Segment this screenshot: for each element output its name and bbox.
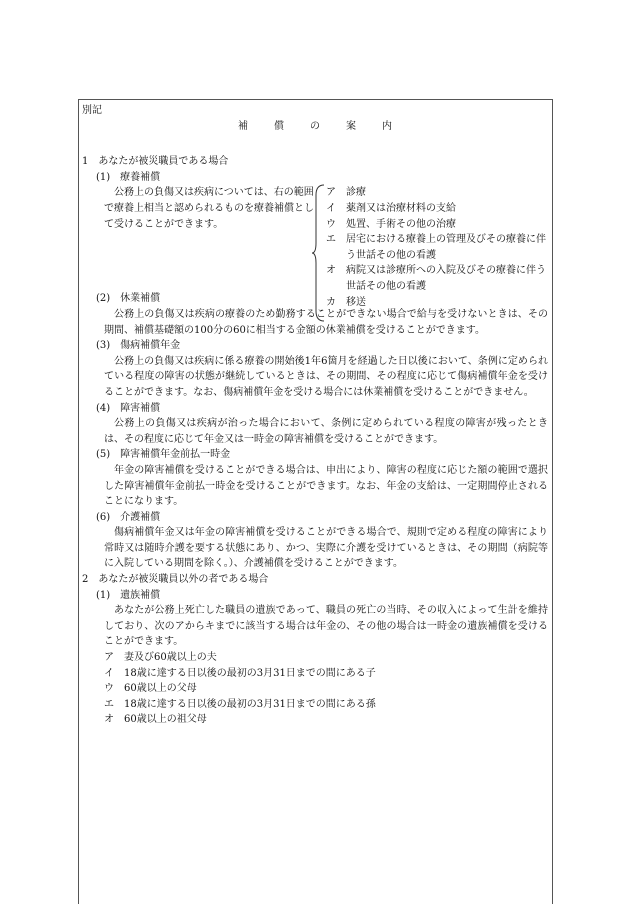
title-char: の xyxy=(310,120,320,132)
list-item: イ 薬剤又は治療材料の支給 xyxy=(326,202,456,214)
leave-heading: (2) 休業補償 xyxy=(96,293,161,305)
care-heading: (6) 介護補償 xyxy=(96,511,161,523)
appendix-label: 別記 xyxy=(82,105,102,116)
list-item: エ 18歳に達する日以後の最初の3月31日までの間にある孫 xyxy=(104,698,376,710)
brace-icon xyxy=(312,183,326,323)
list-item: エ 居宅における療養上の管理及びその療養に伴う世話その他の看護 xyxy=(326,234,546,261)
leave-text: 公務上の負傷又は疾病の療養のため勤務することができない場合で給与を受けないときは、その期間、補償基礎額の100分の60に相当する金額の休業補償を受けることができます。 xyxy=(104,308,548,336)
document-body xyxy=(82,103,548,728)
section-1-heading: 1 あなたが被災職員である場合 xyxy=(82,156,229,168)
list-item: オ 60歳以上の祖父母 xyxy=(104,714,207,726)
list-item: ウ 60歳以上の父母 xyxy=(104,683,197,695)
page-title xyxy=(82,119,548,135)
medical-text: 公務上の負傷又は疾病については、右の範囲で療養上相当と認められるものを療養補償として受けることができます。 xyxy=(104,187,314,230)
disability-heading: (4) 障害補償 xyxy=(96,402,161,414)
list-item: ア 診療 xyxy=(326,187,366,199)
section-2-heading: 2 あなたが被災職員以外の者である場合 xyxy=(82,574,269,586)
title-char: 補 xyxy=(238,120,248,132)
title-char: 案 xyxy=(346,120,356,132)
advance-text: 年金の障害補償を受けることができる場合は、申出により、障害の程度に応じた額の範囲で選択した障害補償年金前払一時金を受けることができます。なお、年金の支給は、一定期間停止されることになります。 xyxy=(104,464,548,508)
list-item: ウ 処置、手術その他の治療 xyxy=(326,218,456,230)
pension-text: 公務上の負傷又は疾病に係る療養の開始後1年6箇月を経過した日以後において、条例に定められている程度の障害の状態が継続しているときは、その期間、その程度に応じて傷病補償年金を受けることができます。なお、傷病補償年金を受ける場合には休業補償を受けることができません。 xyxy=(104,355,548,398)
medical-heading: (1) 療養補償 xyxy=(96,171,161,183)
care-text: 傷病補償年金又は年金の障害補償を受けることができる場合で、規則で定める程度の障害により常時又は随時介護を要する状態にあり、かつ、実際に介護を受けているときは、その期間（病院等に入院している期間を除く。）、介護補償を受けることができます。 xyxy=(104,527,548,570)
medical-items xyxy=(326,185,548,310)
list-item: オ 病院又は診療所への入院及びその療養に伴う世話その他の看護 xyxy=(326,265,546,292)
advance-heading: (5) 障害補償年金前払一時金 xyxy=(96,449,231,461)
survivor-text: あなたが公務上死亡した職員の遺族であって、職員の死亡の当時、その収入によって生計を維持しており、次のアからキまでに該当する場合は年金の、その他の場合は一時金の遺族補償を受けることができます。 xyxy=(104,605,548,648)
list-item: イ 18歳に達する日以後の最初の3月31日までの間にある子 xyxy=(104,667,376,679)
title-char: 償 xyxy=(274,120,284,132)
list-item: ア 妻及び60歳以上の夫 xyxy=(104,652,217,664)
pension-heading: (3) 傷病補償年金 xyxy=(96,340,181,352)
disability-text: 公務上の負傷又は疾病が治った場合において、条例に定められている程度の障害が残ったときは、その程度に応じて年金又は一時金の障害補償を受けることができます。 xyxy=(104,418,548,445)
list-item: カ 移送 xyxy=(326,296,366,308)
title-char: 内 xyxy=(382,120,392,132)
survivor-heading: (1) 遺族補償 xyxy=(96,589,161,601)
